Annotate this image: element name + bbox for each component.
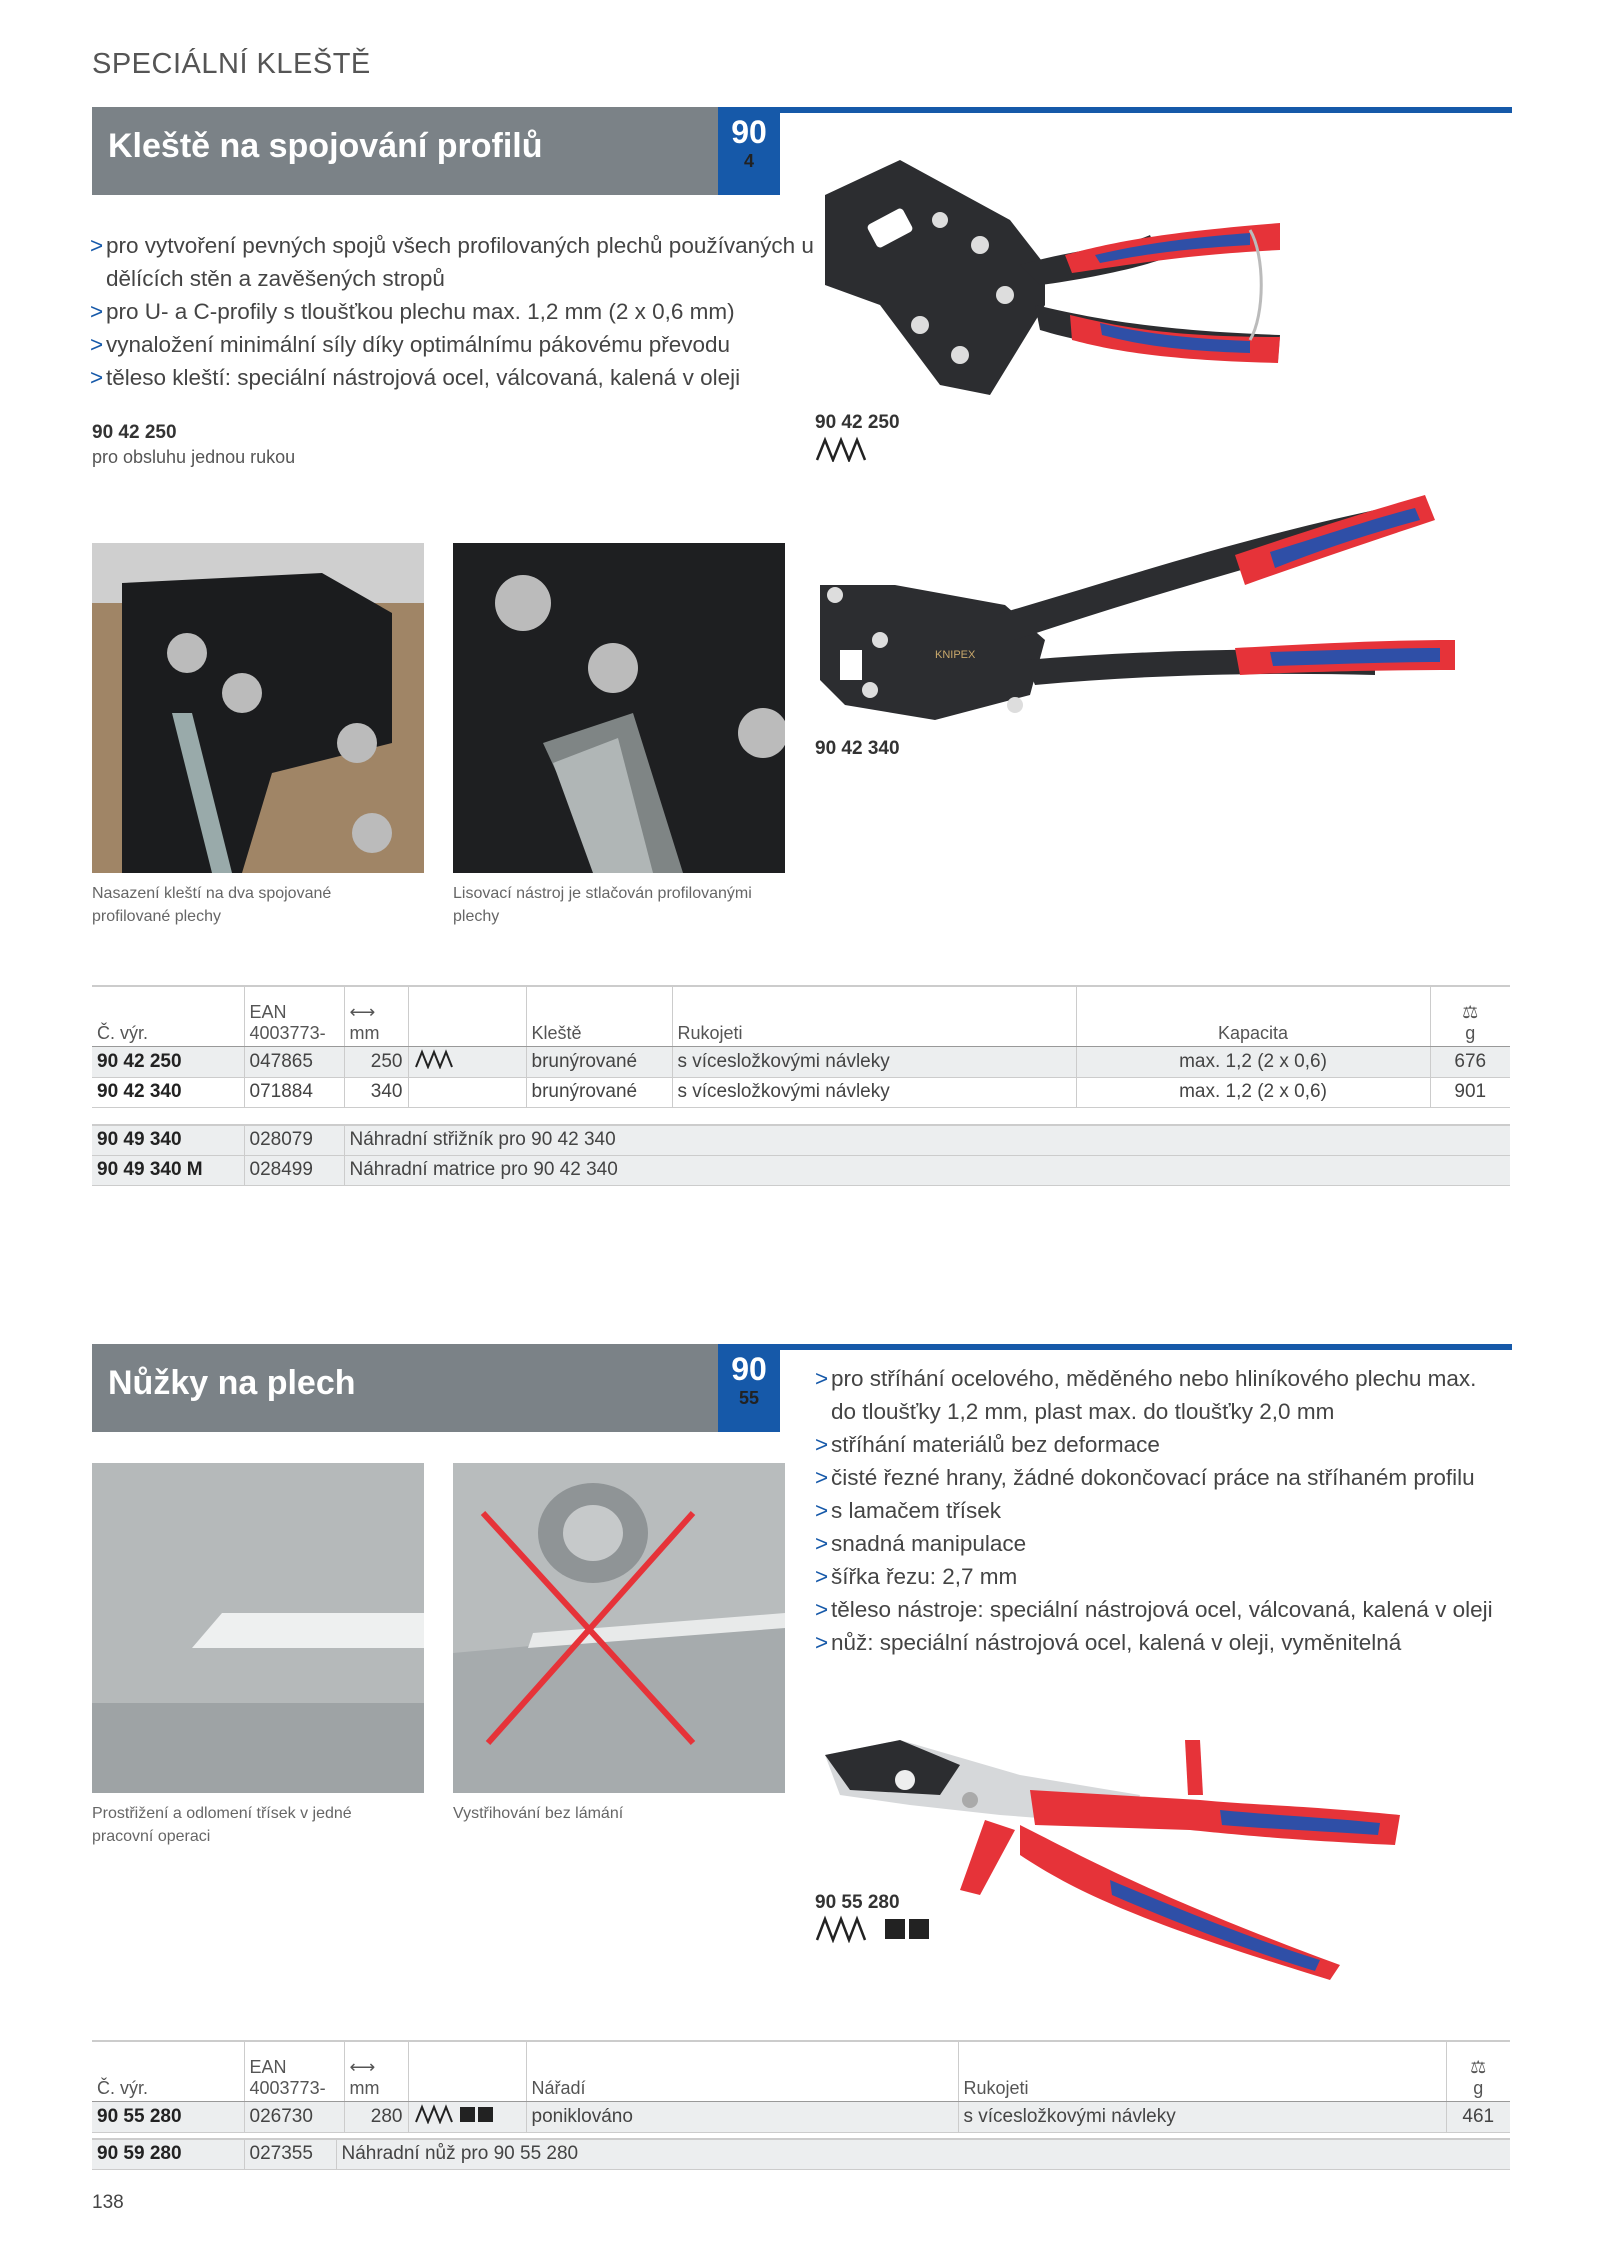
table-row: 90 55 280 026730 280 poniklováno s vícesložkovými návleky 461: [92, 2101, 1510, 2132]
page-number: 138: [92, 2192, 124, 2213]
bullet: > snadná manipulace: [815, 1527, 1505, 1560]
caption1: Nasazení kleští na dva spojované profilované plechy: [92, 885, 332, 925]
insulation-zigzag-icon: [817, 1919, 865, 1940]
insulation-zigzag-icon: [815, 436, 871, 462]
photo-sheet-cut: [92, 1463, 424, 1793]
scale-icon: ⚖: [1470, 2056, 1487, 2077]
length-arrow-icon: ⟷: [349, 1001, 376, 1022]
variant-note: pro obsluhu jednou rukou: [92, 447, 296, 467]
tool-90-55-280-image: [820, 1735, 1400, 1985]
section2-bullets: [815, 1362, 1505, 1659]
caption4: Vystřihování bez lámání: [453, 1805, 624, 1822]
photo-pliers-on-profiles: [92, 543, 424, 873]
th-ean: EAN 4003773-: [244, 2041, 344, 2101]
photo-pressing-tool: [453, 543, 785, 873]
sheet-cutter-icon: [885, 1919, 905, 1939]
table-row: 90 59 280 027355 Náhradní nůž pro 90 55 280: [92, 2139, 1510, 2169]
tool-feature-icons: [414, 2104, 498, 2124]
th-ruk: Rukojeti: [672, 986, 1076, 1046]
section2-title: Nůžky na plech: [108, 1364, 356, 1402]
tool3-icons: [815, 1915, 935, 1943]
th-klest: Kleště: [526, 986, 672, 1046]
scale-icon: ⚖: [1462, 1001, 1479, 1022]
caption2: Lisovací nástroj je stlačován profilovanými plechy: [453, 885, 752, 925]
section2-code-sub: 55: [738, 1388, 760, 1408]
th-ean: EAN 4003773-: [244, 986, 344, 1046]
table-row: 90 42 340 071884 340 brunýrované s vícesložkovými návleky max. 1,2 (2 x 0,6) 901: [92, 1077, 1510, 1107]
section1-title: Kleště na spojování profilů: [108, 127, 543, 165]
bullet: > vynaložení minimální síly díky optimálnímu pákovému převodu: [90, 328, 830, 361]
section2-code-main: 90: [731, 1351, 767, 1387]
section2-rule: [780, 1344, 1512, 1350]
tool2-code: 90 42 340: [815, 738, 900, 759]
bullet: > stříhání materiálů bez deformace: [815, 1428, 1505, 1461]
tool1-code: 90 42 250: [815, 412, 900, 433]
bullet: > šířka řezu: 2,7 mm: [815, 1560, 1505, 1593]
insulation-zigzag-icon: [414, 1049, 456, 1069]
bullet: > těleso kleští: speciální nástrojová ocel, válcovaná, kalená v oleji: [90, 361, 830, 394]
th-length: ⟷ mm: [344, 2041, 408, 2101]
spec-table-2: [92, 2040, 1510, 2133]
th-cv: Č. výr.: [92, 2041, 244, 2101]
th-cv: Č. výr.: [92, 986, 244, 1046]
section2-title-bar: [92, 1344, 720, 1432]
svg-text:KNIPEX: KNIPEX: [935, 649, 976, 661]
bullet: > nůž: speciální nástrojová ocel, kalená v oleji, vyměnitelná: [815, 1626, 1505, 1659]
tool-90-42-250-image: [810, 155, 1290, 405]
section1-bullets: [90, 229, 830, 394]
th-kap: Kapacita: [1076, 986, 1430, 1046]
variant-code: 90 42 250: [92, 422, 177, 443]
th-length: ⟷ mm: [344, 986, 408, 1046]
table-row: 90 49 340 028079 Náhradní střižník pro 90 42 340: [92, 1125, 1510, 1155]
section1-code-box: [718, 107, 780, 195]
th-weight: ⚖ g: [1446, 2041, 1510, 2101]
spares-table-2: [92, 2138, 1510, 2170]
caption3: Prostřižení a odlomení třísek v jedné pracovní operaci: [92, 1805, 352, 1845]
table-row: 90 49 340 M 028499 Náhradní matrice pro 90 42 340: [92, 1155, 1510, 1185]
bullet: > čisté řezné hrany, žádné dokončovací práce na stříhaném profilu: [815, 1461, 1505, 1494]
bullet: > pro vytvoření pevných spojů všech profilovaných plechů používaných u dělících stěn a zavěšených stropů: [90, 229, 830, 295]
section2-code-box: [718, 1344, 780, 1432]
photo-cut-without-breaking: [453, 1463, 785, 1793]
section1-title-bar: [92, 107, 720, 195]
bullet: > pro U- a C-profily s tloušťkou plechu max. 1,2 mm (2 x 0,6 mm): [90, 295, 830, 328]
section1-code-sub: 4: [743, 151, 754, 171]
section1-code-main: 90: [731, 114, 767, 150]
category-title: SPECIÁLNÍ KLEŠTĚ: [92, 48, 371, 80]
bullet: > s lamačem třísek: [815, 1494, 1505, 1527]
th-ruk: Rukojeti: [958, 2041, 1446, 2101]
tool-90-42-340-image: [815, 490, 1475, 730]
th-weight: ⚖ g: [1430, 986, 1510, 1046]
spares-table-1: [92, 1124, 1510, 1186]
spec-table-1: [92, 985, 1510, 1108]
bullet: > těleso nástroje: speciální nástrojová ocel, válcovaná, kalená v oleji: [815, 1593, 1505, 1626]
length-arrow-icon: ⟷: [349, 2056, 376, 2077]
section1-rule: [780, 107, 1512, 113]
tool3-code: 90 55 280: [815, 1892, 900, 1913]
bullet: > pro stříhání ocelového, měděného nebo hliníkového plechu max. do tloušťky 1,2 mm, plast max. do tloušťky 2,0 mm: [815, 1362, 1505, 1428]
table-row: 90 42 250 047865 250 brunýrované s vícesložkovými návleky max. 1,2 (2 x 0,6) 676: [92, 1046, 1510, 1077]
th-nar: Nářadí: [526, 2041, 958, 2101]
